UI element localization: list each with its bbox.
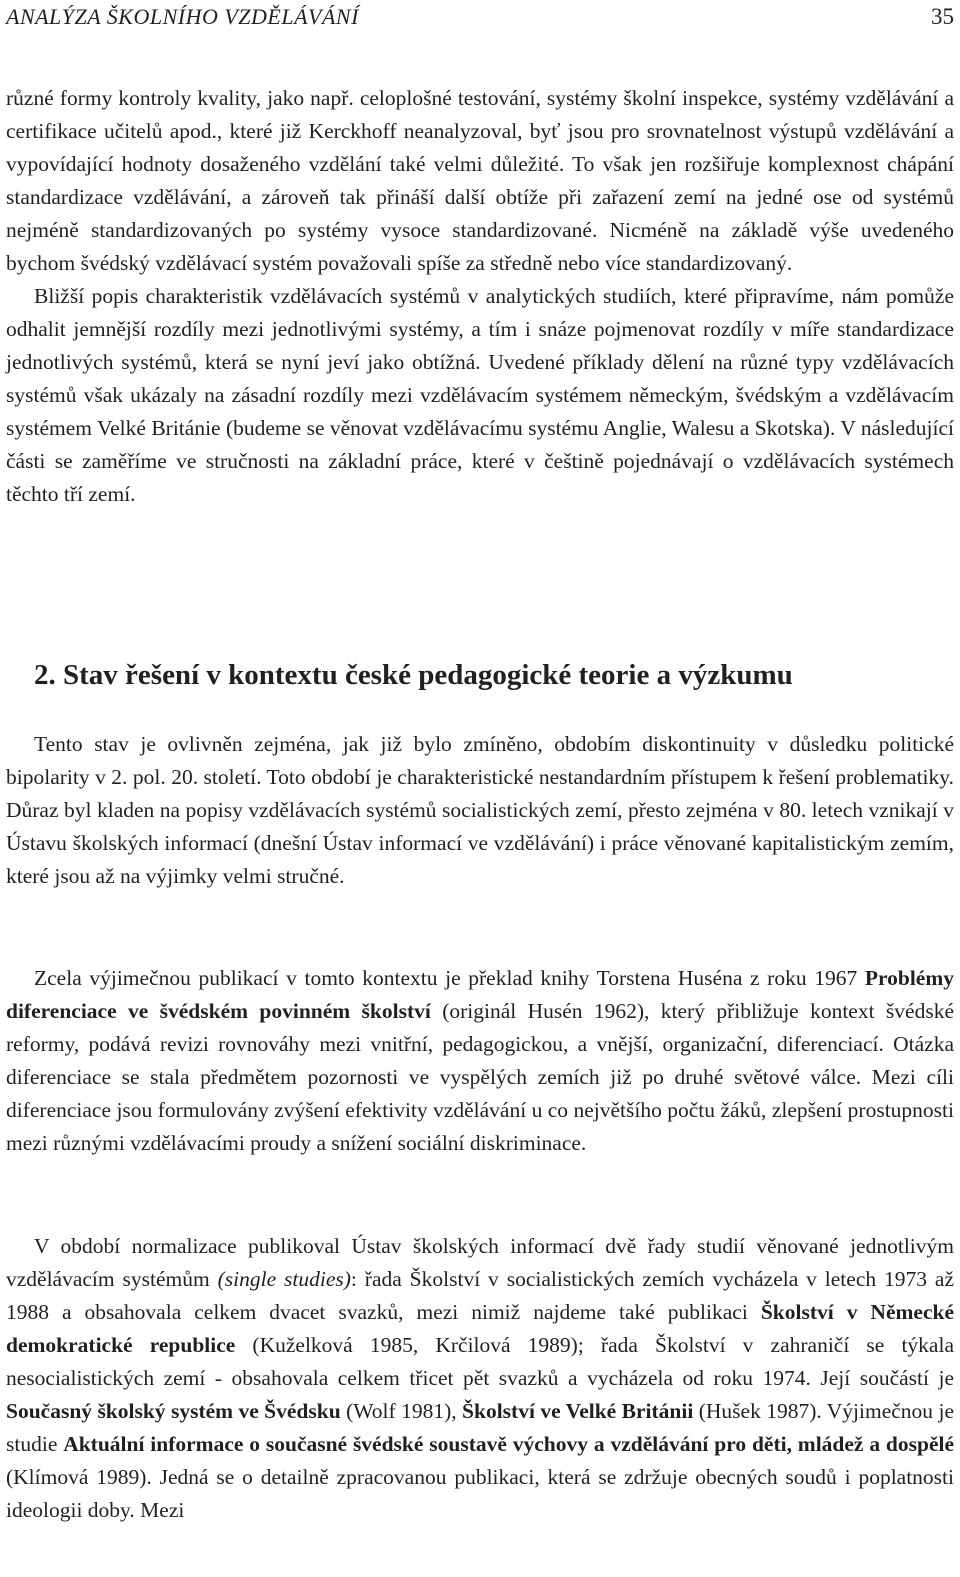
paragraph-standardization: různé formy kontroly kvality, jako např. celoplošné testování, systémy školní inspekce, systémy vzdělávání a certifikace učitelů apod., které již Kerckhoff neanalyzoval, byť jsou pro srovnatelnost výstupů vzdělávání a vypovídající hodnoty dosaženého vzdělání také velmi důležité. To však jen rozšiřuje komplexnost chápání standardizace vzdělávání, a zároveň tak přináší další obtíže při zařazení zemí na jedné ose od systémů nejméně standardizovaných po systémy vysoce standardizované. Nicméně na základě výše uvedeného bychom švédský vzdělávací systém považovali spíše za středně nebo více standardizovaný. bbox=[6, 86, 954, 275]
text-block-normalization bbox=[6, 1230, 954, 1527]
running-header bbox=[6, 4, 954, 36]
husen-book-title: Problémy diferenciace ve švédském povinném školství bbox=[6, 966, 954, 1023]
running-title: ANALÝZA ŠKOLNÍHO VZDĚLÁVÁNÍ bbox=[6, 4, 359, 29]
husen-text-b: (originál Husén 1962), který přibližuje kontext švédské reformy, podává revizi rovnováhy mezi vnitřní, pedagogickou, a vnější, organizační, diferenciací. Otázka diferenciace se stala předmětem pozornosti ve vyspělých zemích již po druhé světové válce. Mezi cíli diferenciace jsou formulovány zvýšení efektivity vzdělávání u co největšího počtu žáků, zlepšení prostupnosti mezi různými vzdělávacími proudy a snížení sociální diskriminace. bbox=[6, 999, 954, 1155]
title-gdr-schooling: Školství v Německé demokratické republice bbox=[6, 1300, 954, 1357]
normalization-text-6: (Klímová 1989). Jedná se o detailně zpracovanou publikaci, která se zdržuje obecných soudů i poplatnosti ideologii doby. Mezi bbox=[6, 1465, 954, 1522]
normalization-text-2: : řada Školství v socialistických zemích vycházela v letech 1973 až 1988 a obsahovala celkem dvacet svazků, mezi nimiž najdeme také publikaci bbox=[6, 1267, 954, 1324]
paragraph-analytic-studies: Bližší popis charakteristik vzdělávacích systémů v analytických studiích, které připravíme, nám pomůže odhalit jemnější rozdíly mezi jednotlivými systémy, a tím i snáze pojmenovat rozdíly v míře standardizace jednotlivých systémů, která se nyní jeví jako obtížná. Uvedené příklady dělení na různé typy vzdělávacích systémů však ukázaly na zásadní rozdíly mezi vzdělávacím systémem německým, švédským a vzdělávacím systémem Velké Británie (budeme se věnovat vzdělávacímu systému Anglie, Walesu a Skotska). V následující části se zaměříme ve stručnosti na základní práce, které v češtině pojednávají o vzdělávacích systémech těchto tří zemí. bbox=[6, 284, 954, 506]
title-swedish-school-system: Současný školský systém ve Švédsku bbox=[6, 1399, 341, 1423]
single-studies-term: (single studies) bbox=[217, 1267, 351, 1291]
husen-text-a: Zcela výjimečnou publikací v tomto kontextu je překlad knihy Torstena Huséna z roku 1967 bbox=[34, 966, 865, 990]
normalization-text-5: (Hušek 1987). Výjimečnou je studie bbox=[6, 1399, 954, 1456]
normalization-text-3: (Kuželková 1985, Krčilová 1989); řada Školství v zahraničí se týkala nesocialistických zemí - obsahovala celkem třicet pět svazků a vycházela od roku 1974. Její součástí je bbox=[6, 1333, 954, 1390]
paragraph-normalization bbox=[6, 1230, 954, 1527]
text-block-standardization bbox=[6, 82, 954, 511]
paragraph-discontinuity: Tento stav je ovlivněn zejména, jak již bylo zmíněno, obdobím diskontinuity v důsledku politické bipolarity v 2. pol. 20. století. Toto období je charakteristické nestandardním přístupem k řešení problematiky. Důraz byl kladen na popisy vzdělávacích systémů socialistických zemí, přesto zejména v 80. letech vznikají v Ústavu školských informací (dnešní Ústav informací ve vzdělávání) i práce věnované kapitalistickým zemím, které jsou až na výjimky velmi stručné. bbox=[6, 732, 954, 888]
text-block-discontinuity bbox=[6, 728, 954, 893]
paragraph-husen bbox=[6, 962, 954, 1160]
text-block-husen bbox=[6, 962, 954, 1160]
section-heading: 2. Stav řešení v kontextu české pedagogické teorie a výzkumu bbox=[34, 659, 793, 691]
normalization-text-4: (Wolf 1981), bbox=[340, 1399, 463, 1423]
title-uk-schooling: Školství ve Velké Británii bbox=[462, 1399, 694, 1423]
normalization-text-1: V období normalizace publikoval Ústav školských informací dvě řady studií věnované jednotlivým vzdělávacím systémům bbox=[6, 1234, 954, 1291]
page-number: 35 bbox=[931, 4, 954, 29]
title-current-information: Aktuální informace o současné švédské soustavě výchovy a vzdělávání pro děti, mládež a dospělé bbox=[63, 1432, 954, 1456]
